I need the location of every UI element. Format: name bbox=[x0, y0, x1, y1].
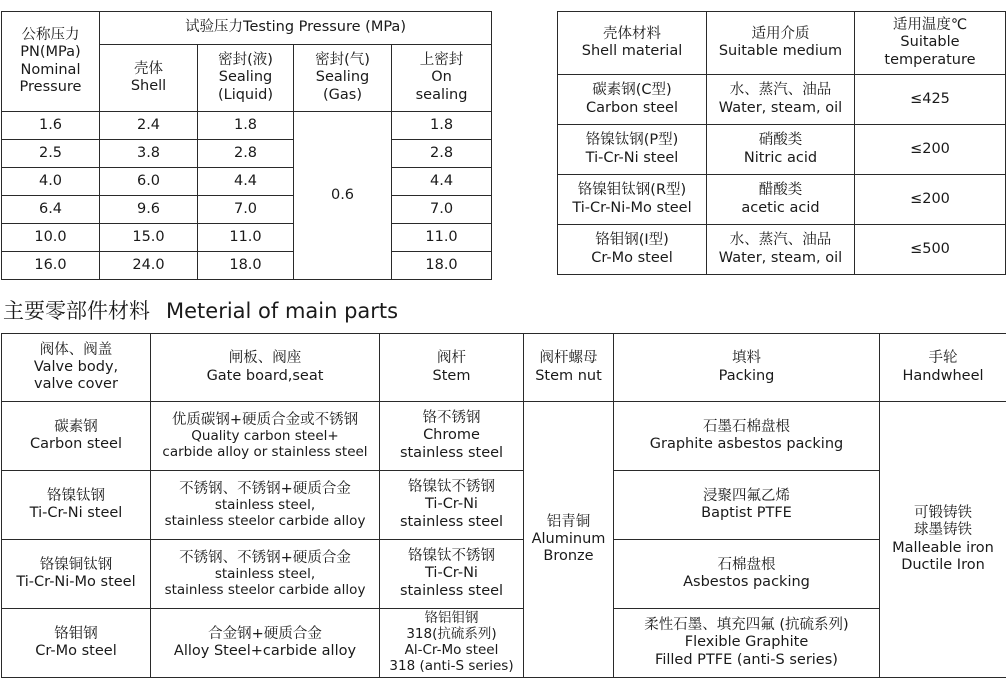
stem-material-cell: 铬镍钛不锈钢 Ti-Cr-Ni stainless steel bbox=[380, 471, 524, 540]
liquid-value: 1.8 bbox=[198, 112, 294, 140]
gate-material-cell: 优质碳钢+硬质合金或不锈钢 Quality carbon steel+ carbide alloy or stainless steel bbox=[151, 402, 380, 471]
medium-cell: 硝酸类 Nitric acid bbox=[707, 125, 855, 175]
upper-value: 4.4 bbox=[392, 168, 492, 196]
pn-value: 4.0 bbox=[2, 168, 100, 196]
table-row bbox=[2, 196, 492, 224]
table-row bbox=[2, 140, 492, 168]
table-row bbox=[2, 402, 1006, 471]
stem-nut-header: 阀杆螺母 Stem nut bbox=[524, 334, 614, 402]
section-heading-cn: 主要零部件材料 bbox=[3, 299, 150, 323]
liquid-value: 7.0 bbox=[198, 196, 294, 224]
liquid-value: 2.8 bbox=[198, 140, 294, 168]
liquid-value: 11.0 bbox=[198, 224, 294, 252]
gate-material-cell: 不锈钢、不锈钢+硬质合金 stainless steel, stainless steelor carbide alloy bbox=[151, 540, 380, 609]
temperature-cell: ≤200 bbox=[855, 125, 1006, 175]
stem-header: 阀杆 Stem bbox=[380, 334, 524, 402]
shell-value: 3.8 bbox=[100, 140, 198, 168]
shell-header: 壳体 Shell bbox=[100, 45, 198, 112]
table-row bbox=[558, 125, 1006, 175]
table-row bbox=[2, 609, 1006, 678]
section-heading-en: Meterial of main parts bbox=[166, 299, 399, 323]
liquid-value: 4.4 bbox=[198, 168, 294, 196]
shell-value: 9.6 bbox=[100, 196, 198, 224]
shell-value: 2.4 bbox=[100, 112, 198, 140]
body-material-cell: 铬镍钛钢 Ti-Cr-Ni steel bbox=[2, 471, 151, 540]
packing-material-cell: 柔性石墨、填充四氟 (抗硫系列) Flexible Graphite Filled PTFE (anti-S series) bbox=[614, 609, 880, 678]
pn-value: 1.6 bbox=[2, 112, 100, 140]
medium-cell: 醋酸类 acetic acid bbox=[707, 175, 855, 225]
body-material-cell: 碳素钢 Carbon steel bbox=[2, 402, 151, 471]
table-row bbox=[558, 175, 1006, 225]
suitable-temperature-header: 适用温度℃ Suitable temperature bbox=[855, 12, 1006, 75]
shell-value: 6.0 bbox=[100, 168, 198, 196]
temperature-cell: ≤500 bbox=[855, 225, 1006, 275]
valve-body-header: 阀体、阀盖 Valve body, valve cover bbox=[2, 334, 151, 402]
liquid-value: 18.0 bbox=[198, 252, 294, 280]
upper-sealing-header: 上密封 On sealing bbox=[392, 45, 492, 112]
material-cell: 铬镍钛钢(P型) Ti-Cr-Ni steel bbox=[558, 125, 707, 175]
handwheel-material-cell: 可锻铸铁 球墨铸铁 Malleable iron Ductile Iron bbox=[880, 402, 1006, 678]
medium-cell: 水、蒸汽、油品 Water, steam, oil bbox=[707, 75, 855, 125]
table-row bbox=[2, 224, 492, 252]
upper-value: 11.0 bbox=[392, 224, 492, 252]
temperature-cell: ≤425 bbox=[855, 75, 1006, 125]
testing-pressure-header: 试验压力Testing Pressure (MPa) bbox=[100, 12, 492, 45]
body-material-cell: 铬钼钢 Cr-Mo steel bbox=[2, 609, 151, 678]
table-row bbox=[2, 112, 492, 140]
gas-value: 0.6 bbox=[294, 112, 392, 280]
handwheel-header: 手轮 Handwheel bbox=[880, 334, 1006, 402]
suitable-medium-header: 适用介质 Suitable medium bbox=[707, 12, 855, 75]
suitable-medium-table bbox=[557, 11, 1006, 275]
stem-nut-material-cell: 铝青铜 Aluminum Bronze bbox=[524, 402, 614, 678]
pn-value: 10.0 bbox=[2, 224, 100, 252]
sealing-gas-header: 密封(气) Sealing (Gas) bbox=[294, 45, 392, 112]
material-cell: 铬镍钼钛钢(R型) Ti-Cr-Ni-Mo steel bbox=[558, 175, 707, 225]
packing-header: 填料 Packing bbox=[614, 334, 880, 402]
gate-material-cell: 合金钢+硬质合金 Alloy Steel+carbide alloy bbox=[151, 609, 380, 678]
pn-value: 16.0 bbox=[2, 252, 100, 280]
packing-material-cell: 石墨石棉盘根 Graphite asbestos packing bbox=[614, 402, 880, 471]
upper-value: 18.0 bbox=[392, 252, 492, 280]
pn-value: 2.5 bbox=[2, 140, 100, 168]
pn-value: 6.4 bbox=[2, 196, 100, 224]
table-row bbox=[558, 225, 1006, 275]
gate-seat-header: 闸板、阀座 Gate board,seat bbox=[151, 334, 380, 402]
upper-value: 2.8 bbox=[392, 140, 492, 168]
gate-material-cell: 不锈钢、不锈钢+硬质合金 stainless steel, stainless steelor carbide alloy bbox=[151, 471, 380, 540]
table-row bbox=[2, 471, 1006, 540]
table-row bbox=[558, 75, 1006, 125]
body-material-cell: 铬镍铜钛钢 Ti-Cr-Ni-Mo steel bbox=[2, 540, 151, 609]
nominal-pressure-header: 公称压力 PN(MPa) Nominal Pressure bbox=[2, 12, 100, 112]
material-cell: 碳素钢(C型) Carbon steel bbox=[558, 75, 707, 125]
sealing-liquid-header: 密封(液) Sealing (Liquid) bbox=[198, 45, 294, 112]
upper-value: 7.0 bbox=[392, 196, 492, 224]
stem-material-cell: 铬镍钛不锈钢 Ti-Cr-Ni stainless steel bbox=[380, 540, 524, 609]
packing-material-cell: 石棉盘根 Asbestos packing bbox=[614, 540, 880, 609]
shell-value: 15.0 bbox=[100, 224, 198, 252]
stem-material-cell: 铬铝钼钢 318(抗硫系列) Al-Cr-Mo steel 318 (anti-S series) bbox=[380, 609, 524, 678]
section-heading bbox=[3, 295, 398, 325]
stem-material-cell: 铬不锈钢 Chrome stainless steel bbox=[380, 402, 524, 471]
material-cell: 铬钼钢(I型) Cr-Mo steel bbox=[558, 225, 707, 275]
shell-material-header: 壳体材料 Shell material bbox=[558, 12, 707, 75]
table-row bbox=[2, 168, 492, 196]
table-row bbox=[2, 252, 492, 280]
temperature-cell: ≤200 bbox=[855, 175, 1006, 225]
testing-pressure-table bbox=[1, 11, 492, 280]
table-row bbox=[2, 540, 1006, 609]
upper-value: 1.8 bbox=[392, 112, 492, 140]
shell-value: 24.0 bbox=[100, 252, 198, 280]
medium-cell: 水、蒸汽、油品 Water, steam, oil bbox=[707, 225, 855, 275]
main-parts-table bbox=[1, 333, 1006, 678]
packing-material-cell: 浸聚四氟乙烯 Baptist PTFE bbox=[614, 471, 880, 540]
